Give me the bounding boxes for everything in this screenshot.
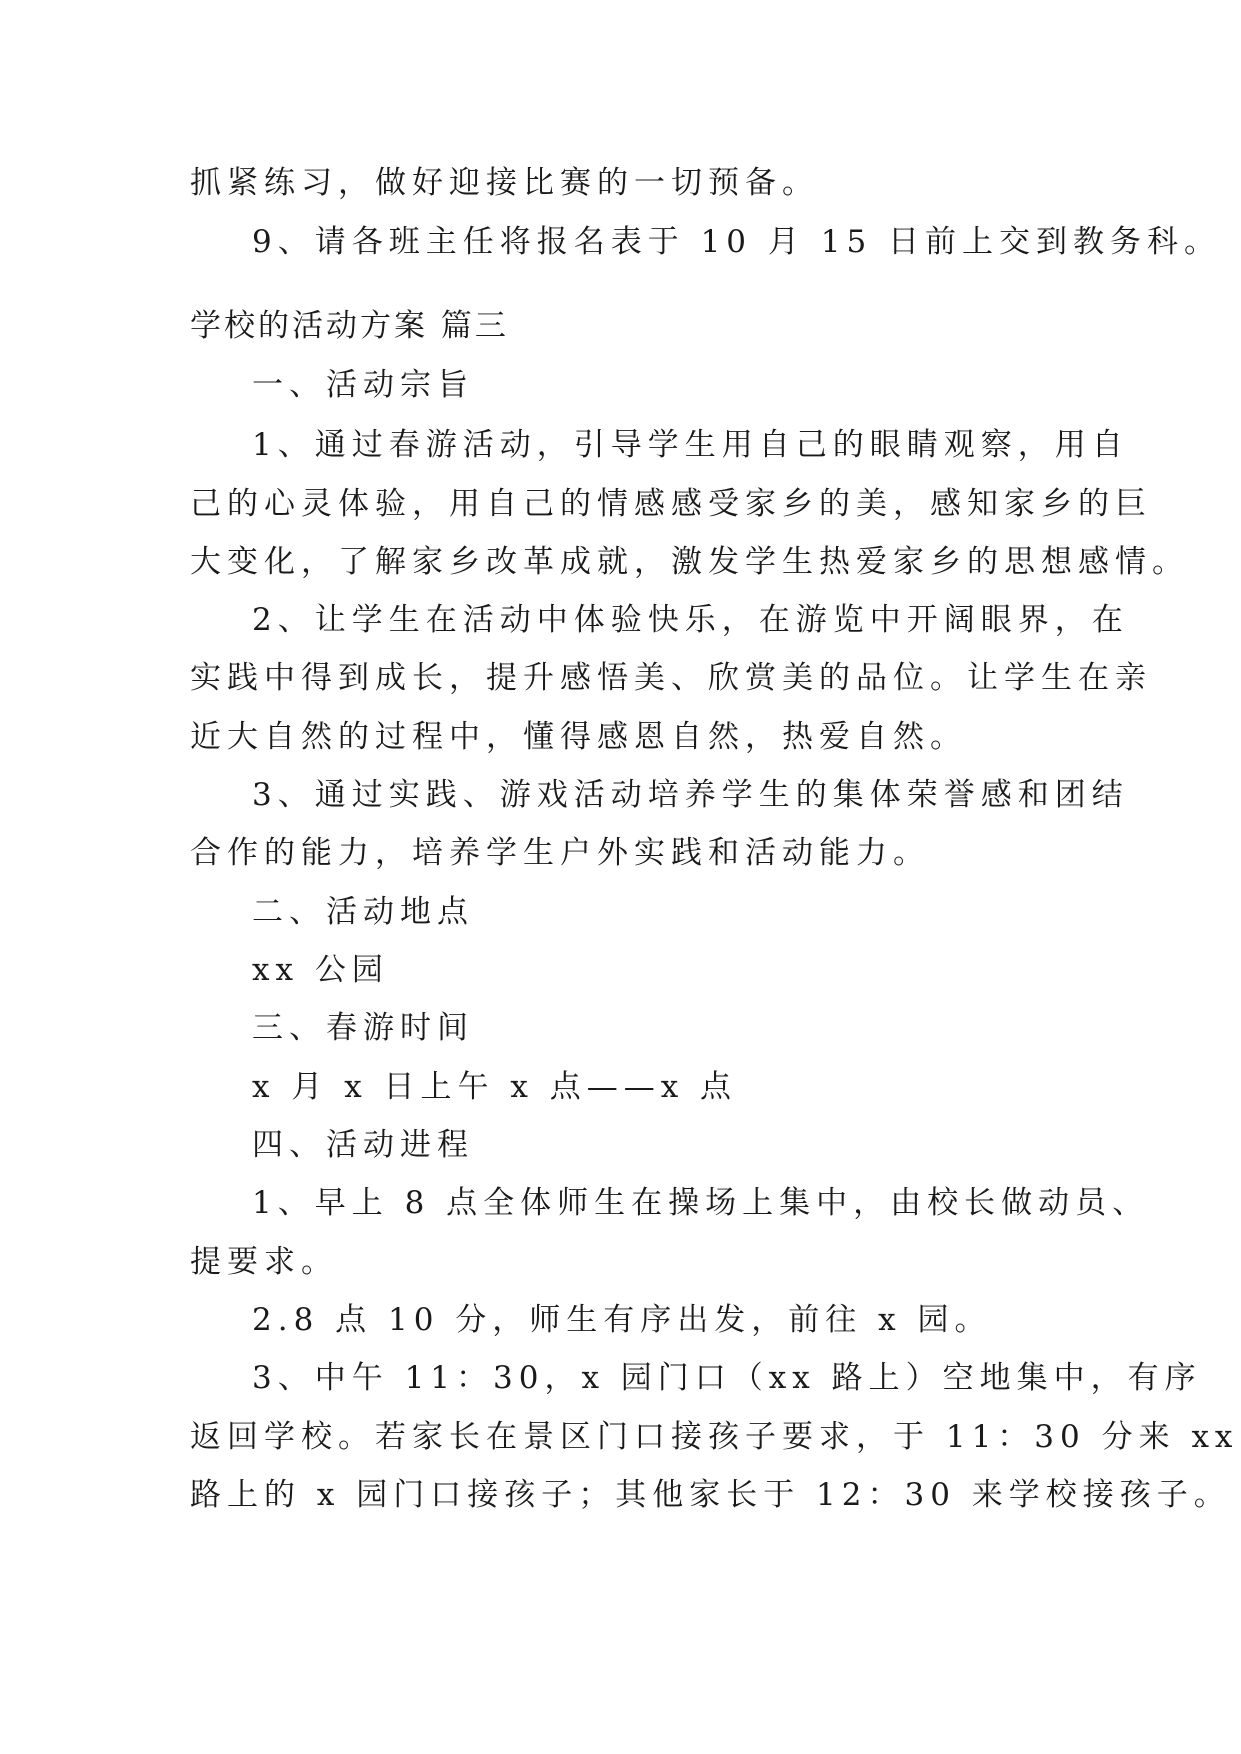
- section-title: 学校的活动方案 篇三: [190, 308, 509, 344]
- text-line: x 月 x 日上午 x 点——x 点: [252, 1069, 738, 1105]
- heading: 四、活动进程: [252, 1127, 474, 1163]
- text-line: 返回学校。若家长在景区门口接孩子要求，于 11：30 分来 xx: [190, 1419, 1239, 1455]
- text-line: 3、通过实践、游戏活动培养学生的集体荣誉感和团结: [252, 777, 1129, 813]
- text-line: 大变化，了解家乡改革成就，激发学生热爱家乡的思想感情。: [190, 544, 1189, 580]
- text-line: 近大自然的过程中，懂得感恩自然，热爱自然。: [190, 719, 967, 755]
- text-line: 己的心灵体验，用自己的情感感受家乡的美，感知家乡的巨: [190, 486, 1152, 522]
- text-line: 提要求。: [190, 1244, 338, 1280]
- text-line: 9、请各班主任将报名表于 10 月 15 日前上交到教务科。: [252, 224, 1222, 260]
- text-line: 1、早上 8 点全体师生在操场上集中，由校长做动员、: [252, 1185, 1150, 1221]
- heading: 一、活动宗旨: [252, 367, 474, 403]
- heading: 三、春游时间: [252, 1010, 474, 1046]
- text-line: 2、让学生在活动中体验快乐，在游览中开阔眼界，在: [252, 602, 1129, 638]
- text-line: 2.8 点 10 分，师生有序出发，前往 x 园。: [252, 1302, 992, 1338]
- text-line: 3、中午 11：30，x 园门口（xx 路上）空地集中，有序: [252, 1360, 1202, 1396]
- text-line: 1、通过春游活动，引导学生用自己的眼睛观察，用自: [252, 427, 1129, 463]
- text-line: xx 公园: [252, 952, 389, 988]
- heading: 二、活动地点: [252, 894, 474, 930]
- text-line: 路上的 x 园门口接孩子；其他家长于 12：30 来学校接孩子。: [190, 1477, 1231, 1513]
- text-line: 合作的能力，培养学生户外实践和活动能力。: [190, 835, 930, 871]
- text-line: 抓紧练习，做好迎接比赛的一切预备。: [190, 165, 819, 201]
- text-line: 实践中得到成长，提升感悟美、欣赏美的品位。让学生在亲: [190, 660, 1152, 696]
